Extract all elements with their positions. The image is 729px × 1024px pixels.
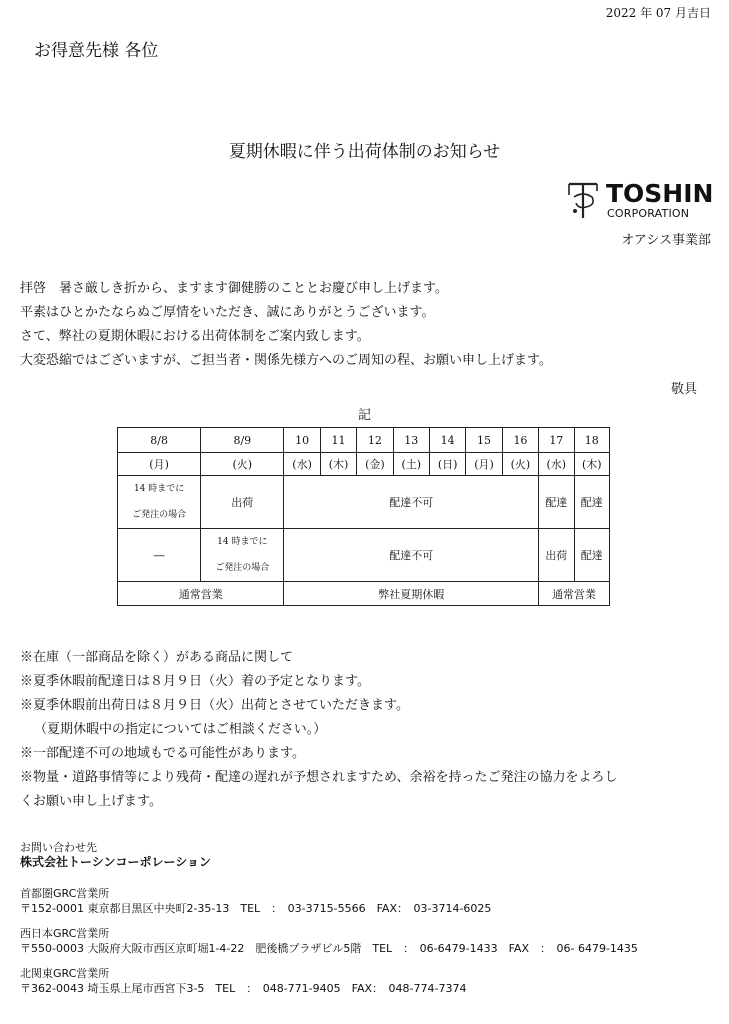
row2-ship-17: 出荷 <box>539 529 574 582</box>
date-cell: 18 <box>574 428 610 453</box>
toshin-mark-icon <box>566 181 600 221</box>
note-line: ※一部配達不可の地域もでる可能性があります。 <box>20 746 305 761</box>
weekday-cell: (水) <box>284 453 320 476</box>
date-row <box>118 428 610 453</box>
row1-condition <box>118 476 201 529</box>
note-line: ※物量・道路事情等により残荷・配達の遅れが予想されますため、余裕を持ったご発注の協力をよろし <box>20 770 618 785</box>
weekday-cell: (土) <box>393 453 429 476</box>
weekday-row <box>118 453 610 476</box>
office-address: 〒152-0001 東京都目黒区中央町2-35-13 TEL ： 03-3715-5566 FAX： 03-3714-6025 <box>20 902 492 915</box>
weekday-cell: (火) <box>201 453 284 476</box>
letter-body <box>20 277 710 373</box>
row2-deliver-18: 配達 <box>574 529 610 582</box>
row1-deliver-18: 配達 <box>574 476 610 529</box>
row1-no-delivery: 配達不可 <box>284 476 539 529</box>
notes-section <box>20 646 710 814</box>
date-cell: 13 <box>393 428 429 453</box>
issue-date: 2022 年 07 月吉日 <box>605 6 711 20</box>
weekday-cell: (木) <box>320 453 356 476</box>
note-line: ※在庫（一部商品を除く）がある商品に関して <box>20 650 294 665</box>
office-name: 西日本GRC営業所 <box>20 927 110 940</box>
row2-condition-line2: ご発注の場合 <box>215 563 270 573</box>
weekday-cell: (金) <box>357 453 393 476</box>
closing-word: 敬具 <box>670 382 697 397</box>
note-line: ※夏季休暇前出荷日は８月９日（火）出荷とさせていただきます。 <box>20 698 409 713</box>
company-logo <box>566 181 716 223</box>
status-normal-left: 通常営業 <box>118 582 284 606</box>
date-cell: 11 <box>320 428 356 453</box>
office-name: 北関東GRC営業所 <box>20 967 110 980</box>
date-cell: 10 <box>284 428 320 453</box>
date-cell: 14 <box>429 428 465 453</box>
row2-condition <box>201 529 284 582</box>
body-line: 大変恐縮ではございますが、ご担当者・関係先様方へのご周知の程、お願い申し上げます。 <box>20 353 552 368</box>
date-cell: 8/8 <box>118 428 201 453</box>
row1-condition-line1: 14 時までに <box>133 484 185 494</box>
row2-condition-line1: 14 時までに <box>217 537 268 547</box>
note-line: ※夏季休暇前配達日は８月９日（火）着の予定となります。 <box>20 674 370 689</box>
row2-no-delivery: 配達不可 <box>284 529 539 582</box>
contact-section <box>20 840 720 996</box>
schedule-table <box>117 427 610 606</box>
row1-condition-line2: ご発注の場合 <box>132 510 187 520</box>
body-line: さて、弊社の夏期休暇における出荷体制をご案内致します。 <box>20 329 370 344</box>
schedule-row-1 <box>118 476 610 529</box>
logo-subtitle: CORPORATION <box>607 207 690 220</box>
status-row <box>118 582 610 606</box>
schedule-row-2 <box>118 529 610 582</box>
department: オアシス事業部 <box>621 233 711 248</box>
body-line: 拝啓 暑さ厳しき折から、ますます御健勝のこととお慶び申し上げます。 <box>20 281 448 296</box>
status-normal-right: 通常営業 <box>539 582 610 606</box>
contact-label: お問い合わせ先 <box>20 841 97 854</box>
contact-company: 株式会社トーシンコーポレーション <box>20 855 211 869</box>
weekday-cell: (日) <box>429 453 465 476</box>
row1-ship: 出荷 <box>201 476 284 529</box>
weekday-cell: (火) <box>502 453 538 476</box>
addressee: お得意先様 各位 <box>34 41 159 61</box>
date-cell: 17 <box>539 428 574 453</box>
row1-deliver-17: 配達 <box>539 476 574 529</box>
weekday-cell: (木) <box>574 453 610 476</box>
body-line: 平素はひとかたならぬご厚情をいただき、誠にありがとうございます。 <box>20 305 435 320</box>
row2-none: ― <box>118 529 201 582</box>
date-cell: 8/9 <box>201 428 284 453</box>
weekday-cell: (水) <box>539 453 574 476</box>
date-cell: 16 <box>502 428 538 453</box>
date-cell: 15 <box>466 428 502 453</box>
note-line: （夏期休暇中の指定についてはご相談ください。） <box>34 722 327 737</box>
document-title: 夏期休暇に伴う出荷体制のお知らせ <box>228 142 501 162</box>
weekday-cell: (月) <box>118 453 201 476</box>
office-address: 〒362-0043 埼玉県上尾市西宮下3-5 TEL ： 048-771-9405 FAX： 048-774-7374 <box>20 982 467 995</box>
note-line: くお願い申し上げます。 <box>20 794 162 809</box>
logo-name: TOSHIN <box>606 179 714 208</box>
status-holiday: 弊社夏期休暇 <box>284 582 539 606</box>
weekday-cell: (月) <box>466 453 502 476</box>
ki-heading: 記 <box>358 408 372 423</box>
office-address: 〒550-0003 大阪府大阪市西区京町堀1-4-22 肥後橋プラザビル5階 TEL ： 06-6479-1433 FAX ： 06- 6479-1435 <box>20 942 638 955</box>
office-name: 首都圏GRC営業所 <box>20 887 110 900</box>
date-cell: 12 <box>357 428 393 453</box>
